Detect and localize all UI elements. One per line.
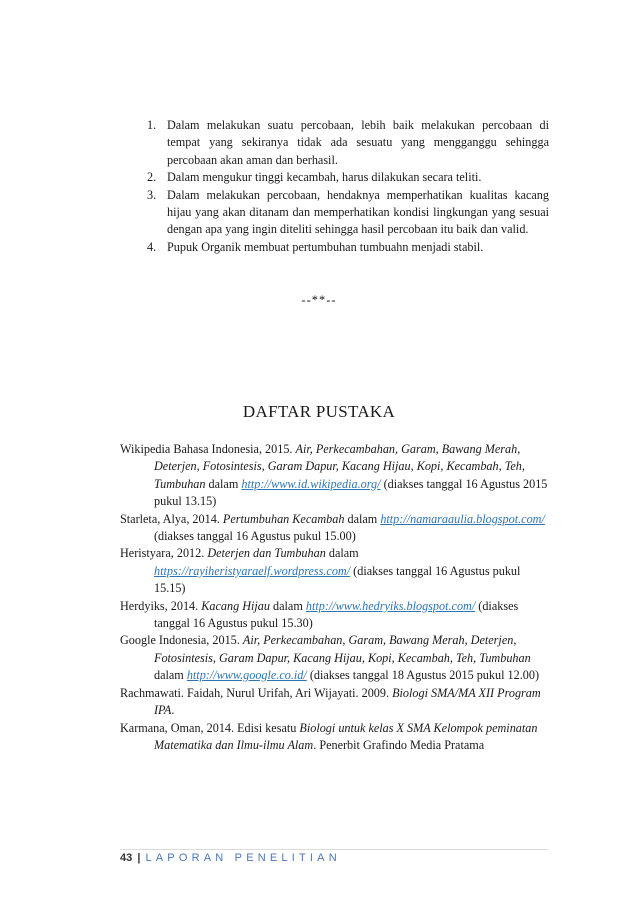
reference-author: Wikipedia Bahasa Indonesia, 2015. (120, 442, 296, 456)
reference-author: Starleta, Alya, 2014. (120, 511, 223, 526)
list-item (147, 187, 549, 239)
list-number: 1. (147, 118, 157, 132)
section-separator: --**-- (301, 293, 337, 307)
page-footer (120, 852, 341, 864)
conclusion-list (147, 117, 549, 256)
reference-title: Pertumbuhan Kecambah (222, 511, 345, 526)
reference-title: Air, Perkecambahan, Garam, Bawang Merah, Deterjen, Fotosintesis, Garam Dapur, Kacang Hijau, Kopi, Kecambah, Teh, Tumbuhan (154, 442, 525, 491)
footer-divider (120, 849, 548, 850)
reference-author: Karmana, Oman, 2014. Edisi kesatu (120, 720, 300, 735)
reference-entry (120, 545, 550, 597)
footer-label: LAPORAN PENELITIAN (145, 852, 341, 864)
reference-link[interactable]: http://www.id.wikipedia.org/ (241, 476, 381, 491)
list-item (147, 169, 549, 186)
reference-author: Rachmawati. Faidah, Nurul Urifah, Ari Wijayati. 2009. (120, 685, 393, 700)
reference-author: Heristyara, 2012. (120, 546, 208, 561)
reference-entry (120, 632, 550, 684)
reference-access: (diakses tanggal 16 Agustus pukul 15.15) (154, 563, 521, 596)
list-item (147, 239, 549, 256)
reference-title: Air, Perkecambahan, Garam, Bawang Merah, Deterjen, Fotosintesis, Garam Dapur, Kacang Hijau, Kopi, Kecambah, Teh, Tumbuhan (154, 633, 531, 665)
reference-link[interactable]: http://www.hedryiks.blogspot.com/ (305, 598, 476, 613)
reference-title: Biologi SMA/MA XII Program IPA (154, 685, 541, 718)
reference-link[interactable]: http://namaraaulia.blogspot.com/ (380, 511, 545, 526)
reference-title: Kacang Hijau (201, 598, 270, 613)
reference-mid: dalam (269, 598, 306, 613)
reference-mid: dalam (154, 668, 187, 683)
list-number: 3. (147, 187, 157, 202)
list-text: Pupuk Organik membuat pertumbuhan tumbuahn menjadi stabil. (167, 239, 484, 254)
reference-access: (diakses tanggal 18 Agustus 2015 pukul 12.00) (306, 668, 540, 683)
reference-list (120, 441, 550, 754)
reference-access: (diakses tanggal 16 Agustus pukul 15.00) (154, 529, 356, 544)
reference-entry (120, 685, 550, 720)
list-number: 4. (147, 239, 157, 254)
footer-separator: | (137, 852, 141, 864)
list-text: Dalam melakukan percobaan, hendaknya memperhatikan kualitas kacang hijau yang akan ditanam dan memperhatikan kondisi lingkungan yang sesuai dengan apa yang ingin diteliti sehingga hasil percobaan itu baik dan valid. (167, 187, 549, 237)
reference-mid: dalam (325, 546, 359, 561)
reference-mid: dalam (205, 476, 242, 491)
reference-title: Deterjen dan Tumbuhan (207, 546, 326, 561)
list-text: Dalam melakukan suatu percobaan, lebih baik melakukan percobaan di tempat yang sekiranya tidak ada sesuatu yang mengganggu sehingga percobaan akan aman dan berhasil. (167, 118, 549, 167)
reference-entry (120, 720, 550, 755)
page-number: 43 (120, 852, 133, 864)
reference-title: Biologi untuk kelas X SMA Kelompok peminatan Matematika dan Ilmu-ilmu Alam (154, 720, 538, 752)
reference-access: (diakses tanggal 16 Agustus 2015 pukul 13.15) (154, 476, 548, 509)
page-title: DAFTAR PUSTAKA (242, 402, 396, 421)
reference-link[interactable]: https://rayiheristyaraelf.wordpress.com/ (154, 563, 351, 578)
list-number: 2. (147, 170, 157, 185)
reference-entry (120, 441, 550, 511)
list-item (147, 117, 549, 169)
reference-link[interactable]: http://www.google.co.id/ (186, 668, 307, 683)
reference-mid: . Penerbit Grafindo Media Pratama (313, 737, 485, 752)
reference-access: (diakses tanggal 16 Agustus pukul 15.30) (154, 598, 519, 631)
reference-author: Google Indonesia, 2015. (120, 633, 243, 648)
reference-author: Herdyiks, 2014. (120, 598, 202, 613)
reference-entry (120, 598, 550, 633)
reference-mid: dalam (344, 511, 381, 526)
list-text: Dalam mengukur tinggi kecambah, harus dilakukan secara teliti. (167, 170, 482, 185)
reference-entry (120, 511, 550, 546)
reference-mid: . (171, 703, 175, 718)
